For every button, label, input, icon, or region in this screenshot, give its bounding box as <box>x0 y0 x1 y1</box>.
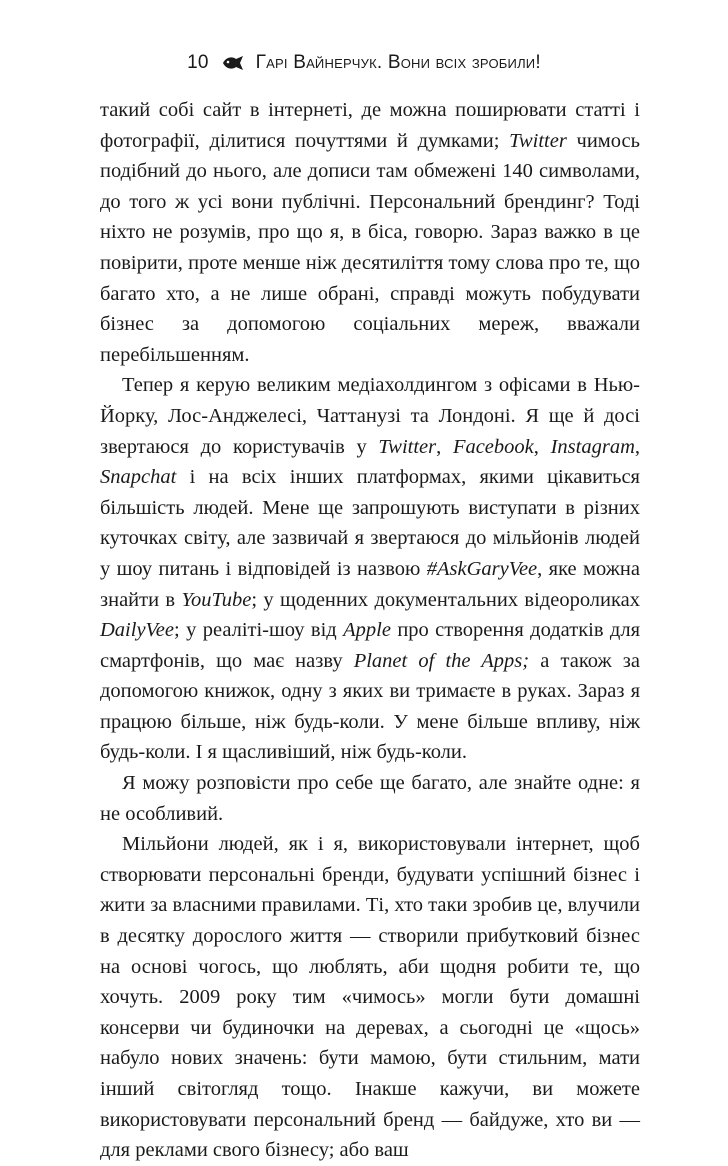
text-run: Тепер я керую великим медіахолдингом з офісами в Нью-Йорку, Лос-Анджелесі, Чаттанузі та Лондоні. Я ще й досі звертаюся до користувачів у <box>100 374 640 458</box>
running-title: Гарі Вайнерчук. Вони всіх зробили! <box>255 52 541 73</box>
text-run: такий собі сайт в інтернеті, де можна поширювати статті і фотографії, ділитися почуттями й думками; <box>100 99 640 152</box>
italic-term: DailyVee <box>100 619 174 642</box>
paragraph <box>100 829 640 1166</box>
text-run: про створення додатків для смартфонів, що має назву <box>100 619 641 672</box>
text-run: і на всіх інших платформах, якими цікавиться більшість людей. Мене ще запрошують виступати в різних куточках світу, але зазвичай я звертаюся до мільйонів людей у шоу питань і відповідей із назвою <box>100 466 640 580</box>
text-run: , <box>533 435 551 458</box>
italic-term: Twitter <box>378 435 437 458</box>
italic-term: Twitter <box>509 129 567 152</box>
text-run: , яке можна знайти в <box>100 557 640 611</box>
paragraph <box>100 370 640 768</box>
italic-term: YouTube <box>181 588 252 611</box>
italic-term: Apple <box>343 619 391 642</box>
text-run: ; у реаліті-шоу від <box>174 619 344 642</box>
text-run: а також за допомогою книжок, одну з яких ви тримаєте в руках. Зараз я працюю більше, ніж будь-коли. У мене більше впливу, ніж будь-коли. І я щасливіший, ніж будь-коли. <box>100 649 640 764</box>
text-run: ; у щоденних документальних відеороликах <box>251 588 640 611</box>
italic-term: Instagram <box>550 435 635 458</box>
body-text <box>100 95 640 1166</box>
paragraph <box>100 768 640 829</box>
fish-logo-icon <box>222 55 244 71</box>
text-run: , <box>634 435 641 458</box>
italic-term: #AskGaryVee <box>426 557 538 580</box>
text-run: Я можу розповісти про себе ще багато, але знайте одне: я не особливий. <box>100 772 640 825</box>
text-run: , <box>436 435 453 458</box>
italic-term: Planet of the Apps; <box>353 649 530 672</box>
page-number: 10 <box>187 52 209 73</box>
italic-term: Facebook <box>452 435 534 458</box>
text-run: чимось подібний до нього, але дописи там обмежені 140 символами, до того ж усі вони публічні. Персональний брендинг? Тоді ніхто не розумів, про що я, в біса, говорю. Зараз важко в це повірити, проте менше ніж десятиліття тому слова про те, що багато хто, а не лише обрані, справді можуть побудувати бізнес за допомогою соціальних мереж, вважали перебільшенням. <box>100 129 640 366</box>
paragraph <box>100 95 640 370</box>
text-run: Мільйони людей, як і я, використовували інтернет, щоб створювати персональні бренди, будувати успішний бізнес і жити за власними правилами. Ті, хто таки зробив це, влучили в десятку дорослого життя — створили прибутковий бізнес на основі чогось, що люблять, аби щодня робити те, що хочуть. 2009 року тим «чимось» могли бути домашні консерви чи будиночки на деревах, а сьогодні це «щось» набуло нових значень: бути мамою, бути стильним, мати інший світогляд тощо. Інакше кажучи, ви можете використовувати персональний бренд — байдуже, хто ви — для реклами свого бізнесу; або ваш <box>100 833 640 1162</box>
running-header <box>0 52 728 74</box>
italic-term: Snapchat <box>100 466 177 489</box>
